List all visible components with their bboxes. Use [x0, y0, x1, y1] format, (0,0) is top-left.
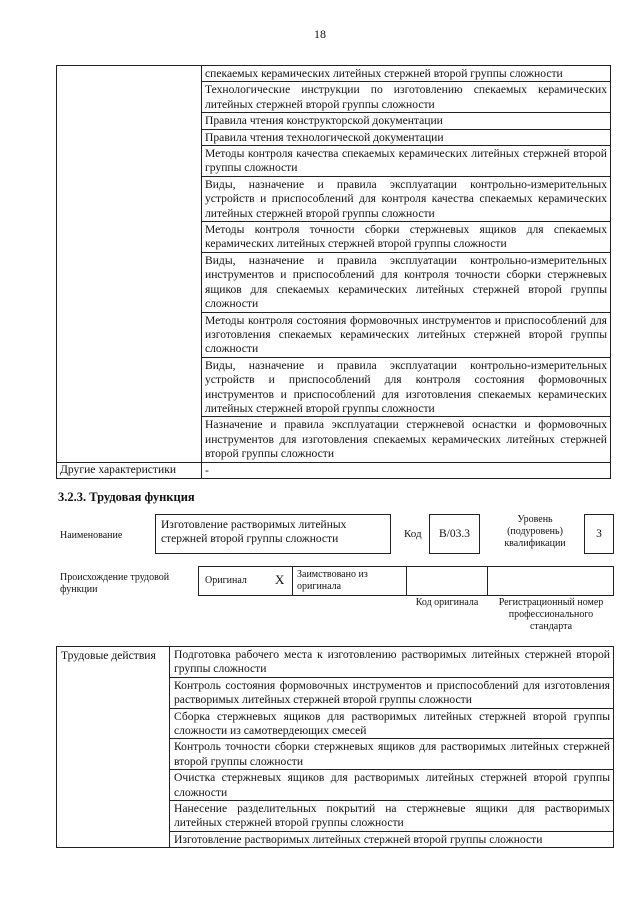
origin-label: Происхождение трудовой функции	[60, 572, 170, 595]
labor-action-item: Очистка стержневых ящиков для растворимых литейных стержней второй группы сложности	[170, 770, 614, 801]
knowledge-item: Правила чтения конструкторской документации	[202, 113, 611, 129]
code-caption: Код оригинала	[415, 597, 479, 608]
knowledge-item: Виды, назначение и правила эксплуатации контрольно-измерительных устройств и приспособлений для контроля состояния формовочных инструментов и приспособлений для изготовления спекаемых керамических литейных стержней второй группы сложности	[202, 357, 611, 417]
level-box: 3	[584, 514, 614, 554]
knowledge-item: Технологические инструкции по изготовлению спекаемых керамических литейных стержней второй группы сложности	[202, 82, 611, 113]
knowledge-item: спекаемых керамических литейных стержней второй группы сложности	[202, 66, 611, 82]
table-row	[57, 647, 614, 678]
labor-actions-table	[56, 646, 614, 848]
original-label: Оригинал	[205, 575, 247, 586]
labor-action-item: Изготовление растворимых литейных стержней второй группы сложности	[170, 831, 614, 847]
table-row	[57, 462, 611, 478]
empty-label-cell	[57, 66, 202, 463]
labor-action-item: Нанесение разделительных покрытий на стержневые ящики для растворимых литейных стержней второй группы сложности	[170, 801, 614, 832]
origin-code-cell	[406, 566, 488, 596]
page-number: 18	[314, 27, 326, 41]
knowledge-item: Назначение и правила эксплуатации стержневой оснастки и формовочных инструментов для изготовления спекаемых керамических литейных стержней второй группы сложности	[202, 417, 611, 462]
knowledge-item: Правила чтения технологической документации	[202, 129, 611, 145]
name-label: Наименование	[60, 530, 123, 541]
level-label: Уровень (подуровень) квалификации	[504, 514, 566, 549]
knowledge-item: Методы контроля состояния формовочных инструментов и приспособлений для изготовления спекаемых керамических литейных стержней второй группы сложности	[202, 312, 611, 357]
reg-number-cell	[487, 566, 614, 596]
knowledge-table	[56, 65, 611, 479]
section-title: 3.2.3. Трудовая функция	[58, 490, 195, 504]
borrowed-cell	[292, 566, 407, 596]
code-label: Код	[404, 528, 422, 540]
labor-action-item: Контроль состояния формовочных инструментов и приспособлений для изготовления растворимых литейных стержней второй группы сложности	[170, 677, 614, 708]
original-mark: X	[275, 572, 285, 587]
knowledge-item: Методы контроля качества спекаемых керамических литейных стержней второй группы сложности	[202, 146, 611, 177]
code-box: B/03.3	[429, 514, 480, 554]
reg-caption: Регистрационный номер профессионального стандарта	[498, 597, 604, 632]
labor-action-item: Контроль точности сборки стержневых ящиков для растворимых литейных стержней второй группы сложности	[170, 739, 614, 770]
knowledge-item: Виды, назначение и правила эксплуатации контрольно-измерительных устройств и приспособлений для контроля качества спекаемых керамических литейных стержней второй группы сложности	[202, 176, 611, 221]
other-characteristics-value: -	[202, 462, 611, 478]
table-row	[57, 66, 611, 82]
labor-action-item: Сборка стержневых ящиков для растворимых литейных стержней второй группы сложности из самотвердеющих смесей	[170, 708, 614, 739]
original-cell	[198, 566, 293, 596]
other-characteristics-label: Другие характеристики	[57, 462, 202, 478]
labor-action-item: Подготовка рабочего места к изготовлению растворимых литейных стержней второй группы сложности	[170, 647, 614, 678]
knowledge-item: Методы контроля точности сборки стержневых ящиков для спекаемых керамических литейных стержней второй группы сложности	[202, 222, 611, 253]
labor-actions-label: Трудовые действия	[57, 647, 170, 848]
knowledge-item: Виды, назначение и правила эксплуатации контрольно-измерительных инструментов и приспособлений для контроля точности сборки стержневых ящиков для спекаемых керамических литейных стержней второй группы сложности	[202, 252, 611, 312]
borrowed-label: Заимствовано из оригинала	[297, 569, 368, 592]
function-name-box: Изготовление растворимых литейных стержней второй группы сложности	[155, 514, 391, 554]
